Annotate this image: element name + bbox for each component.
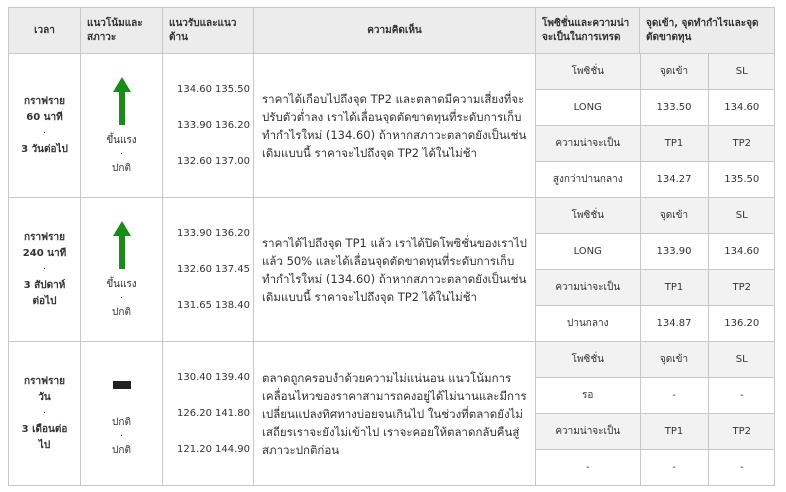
position-value: LONG — [536, 234, 640, 270]
trend-label: ปกติ — [112, 416, 131, 428]
support-resistance-cell — [163, 342, 254, 486]
support-level: 134.60 — [177, 84, 212, 95]
sl-label: SL — [708, 342, 775, 378]
entry-label: จุดเข้า — [640, 54, 708, 90]
signal-row — [9, 342, 775, 486]
position-table — [536, 342, 775, 485]
position-row — [536, 306, 775, 342]
resistance-level: 137.00 — [215, 156, 250, 167]
level-line — [177, 360, 253, 396]
level-line — [177, 108, 253, 144]
entry-value: 133.90 — [640, 234, 708, 270]
probability-label: ความน่าจะเป็น — [536, 414, 640, 450]
tp1-value: 134.87 — [640, 306, 708, 342]
support-level: 131.65 — [177, 300, 212, 311]
support-level: 133.90 — [177, 228, 212, 239]
probability-label: ความน่าจะเป็น — [536, 270, 640, 306]
probability-value: - — [536, 450, 640, 486]
timeframe-line: กราฟราย — [24, 375, 65, 387]
timeframe-line: · — [42, 127, 47, 139]
position-row — [536, 414, 775, 450]
timeframe-line: 240 นาที — [22, 247, 67, 259]
timeframe-cell — [9, 342, 81, 486]
comment-cell: ตลาดถูกครอบงำด้วยความไม่แน่นอน แนวโน้มการเคลื่อนไหวของราคาสามารถคงอยู่ได้ไม่นานและมีการเปลี่ยนแปลงทิศทางบ่อยจนเกินไป ในช่วงที่ตลาดยังไม่เสถียรเราจะยังไม่เข้าไป เราจะคอยให้ตลาดกลับคืนสู่สภาวะปกติก่อน — [254, 342, 536, 486]
timeframe-line: 3 วันต่อไป — [21, 143, 68, 155]
position-label: โพซิชั่น — [536, 342, 640, 378]
header-points: จุดเข้า, จุดทำกำไรและจุดตัดขาดทุน — [640, 8, 775, 54]
resistance-level: 138.40 — [215, 300, 250, 311]
position-label: โพซิชั่น — [536, 54, 640, 90]
level-line — [177, 252, 253, 288]
position-row — [536, 378, 775, 414]
position-row — [536, 126, 775, 162]
header-row — [9, 8, 775, 54]
position-cell — [536, 54, 775, 198]
sl-value: 134.60 — [708, 90, 775, 126]
position-row — [536, 342, 775, 378]
timeframe-line: 3 เดือนต่อ — [21, 423, 68, 435]
resistance-level: 137.45 — [215, 264, 250, 275]
level-line — [177, 144, 253, 180]
resistance-level: 136.20 — [215, 228, 250, 239]
position-row — [536, 270, 775, 306]
position-row — [536, 162, 775, 198]
timeframe-cell — [9, 198, 81, 342]
position-row — [536, 198, 775, 234]
trend-label: · — [119, 148, 124, 160]
sl-value: 134.60 — [708, 234, 775, 270]
tp2-value: - — [739, 462, 744, 473]
tp1-value: - — [640, 450, 708, 486]
trend-label: ปกติ — [112, 162, 131, 174]
position-row — [536, 54, 775, 90]
support-level: 130.40 — [177, 372, 212, 383]
entry-value: - — [640, 378, 708, 414]
timeframe-line: · — [42, 263, 47, 275]
header-position: โพซิชั่นและความน่าจะเป็นในการเทรด — [536, 8, 640, 54]
tp2-label: TP2 — [708, 126, 775, 162]
trend-cell — [81, 342, 163, 486]
tp2-label: TP2 — [708, 414, 775, 450]
tp1-label: TP1 — [640, 126, 708, 162]
arrow-up-icon — [81, 220, 162, 270]
timeframe-line: กราฟราย — [24, 95, 65, 107]
probability-value: สูงกว่าปานกลาง — [536, 162, 640, 198]
tp1-value: 134.27 — [640, 162, 708, 198]
position-table — [536, 198, 775, 341]
timeframe-cell — [9, 54, 81, 198]
timeframe-line: 3 สัปดาห์ — [23, 279, 66, 291]
support-resistance-cell — [163, 54, 254, 198]
level-line — [177, 216, 253, 252]
header-comment: ความคิดเห็น — [254, 8, 536, 54]
resistance-level: 141.80 — [215, 408, 250, 419]
comment-cell: ราคาได้เกือบไปถึงจุด TP2 และตลาดมีความเสี่ยงที่จะปรับตัวต่ำลง เราได้เลื่อนจุดตัดขาดทุนที่ระดับการเก็บทำกำไรใหม่ (134.60) ถ้าหากสภาวะตลาดยังเป็นเช่นเดิมแบบนี้ ราคาจะไปถึงจุด TP2 ได้ในไม่ช้า — [254, 54, 536, 198]
position-row — [536, 234, 775, 270]
tp2-value: 136.20 — [724, 318, 760, 329]
position-cell — [536, 342, 775, 486]
position-value: LONG — [536, 90, 640, 126]
entry-value: 133.50 — [640, 90, 708, 126]
tp1-label: TP1 — [640, 414, 708, 450]
level-line — [177, 432, 253, 468]
timeframe-line: กราฟราย — [24, 231, 65, 243]
position-cell — [536, 198, 775, 342]
tp2-label: TP2 — [708, 270, 775, 306]
entry-label: จุดเข้า — [640, 198, 708, 234]
trend-label: ขึ้นแรง — [106, 134, 137, 146]
sl-label: SL — [708, 198, 775, 234]
tp2-value: 135.50 — [724, 174, 760, 185]
header-support-resistance: แนวรับและแนวต้าน — [163, 8, 254, 54]
position-value: รอ — [536, 378, 640, 414]
timeframe-line: · — [42, 407, 47, 419]
support-level: 132.60 — [177, 264, 212, 275]
trend-cell — [81, 198, 163, 342]
resistance-level: 136.20 — [215, 120, 250, 131]
flat-dash-icon — [81, 370, 162, 400]
level-line — [177, 288, 253, 324]
header-time: เวลา — [9, 8, 81, 54]
timeframe-line: 60 นาที — [26, 111, 63, 123]
header-trend: แนวโน้มและสภาวะ — [81, 8, 163, 54]
probability-value: ปานกลาง — [536, 306, 640, 342]
arrow-up-icon — [81, 76, 162, 126]
tp1-label: TP1 — [640, 270, 708, 306]
timeframe-line: ต่อไป — [32, 295, 57, 307]
sl-value: - — [708, 378, 775, 414]
position-label: โพซิชั่น — [536, 198, 640, 234]
support-level: 121.20 — [177, 444, 212, 455]
sl-label: SL — [708, 54, 775, 90]
trend-label: ปกติ — [112, 444, 131, 456]
position-table — [536, 54, 775, 197]
support-resistance-cell — [163, 198, 254, 342]
position-row — [536, 450, 775, 486]
trading-signals-table — [8, 7, 775, 486]
trend-label: · — [119, 430, 124, 442]
comment-cell: ราคาได้ไปถึงจุด TP1 แล้ว เราได้ปิดโพซิชั่นของเราไปแล้ว 50% และได้เลื่อนจุดตัดขาดทุนที่ระดับการเก็บทำกำไรใหม่ (134.60) ถ้าหากสภาวะตลาดยังเป็นเช่นเดิมแบบนี้ ราคาจะไปถึงจุด TP2 ได้ในไม่ช้า — [254, 198, 536, 342]
level-line — [177, 396, 253, 432]
timeframe-line: ไป — [38, 439, 51, 451]
trend-label: ขึ้นแรง — [106, 278, 137, 290]
signal-row — [9, 198, 775, 342]
level-line — [177, 72, 253, 108]
position-row — [536, 90, 775, 126]
resistance-level: 144.90 — [215, 444, 250, 455]
probability-label: ความน่าจะเป็น — [536, 126, 640, 162]
timeframe-line: วัน — [38, 391, 51, 403]
entry-label: จุดเข้า — [640, 342, 708, 378]
resistance-level: 139.40 — [215, 372, 250, 383]
support-level: 133.90 — [177, 120, 212, 131]
signal-row — [9, 54, 775, 198]
support-level: 132.60 — [177, 156, 212, 167]
support-level: 126.20 — [177, 408, 212, 419]
trend-label: ปกติ — [112, 306, 131, 318]
trend-label: · — [119, 292, 124, 304]
trend-cell — [81, 54, 163, 198]
resistance-level: 135.50 — [215, 84, 250, 95]
